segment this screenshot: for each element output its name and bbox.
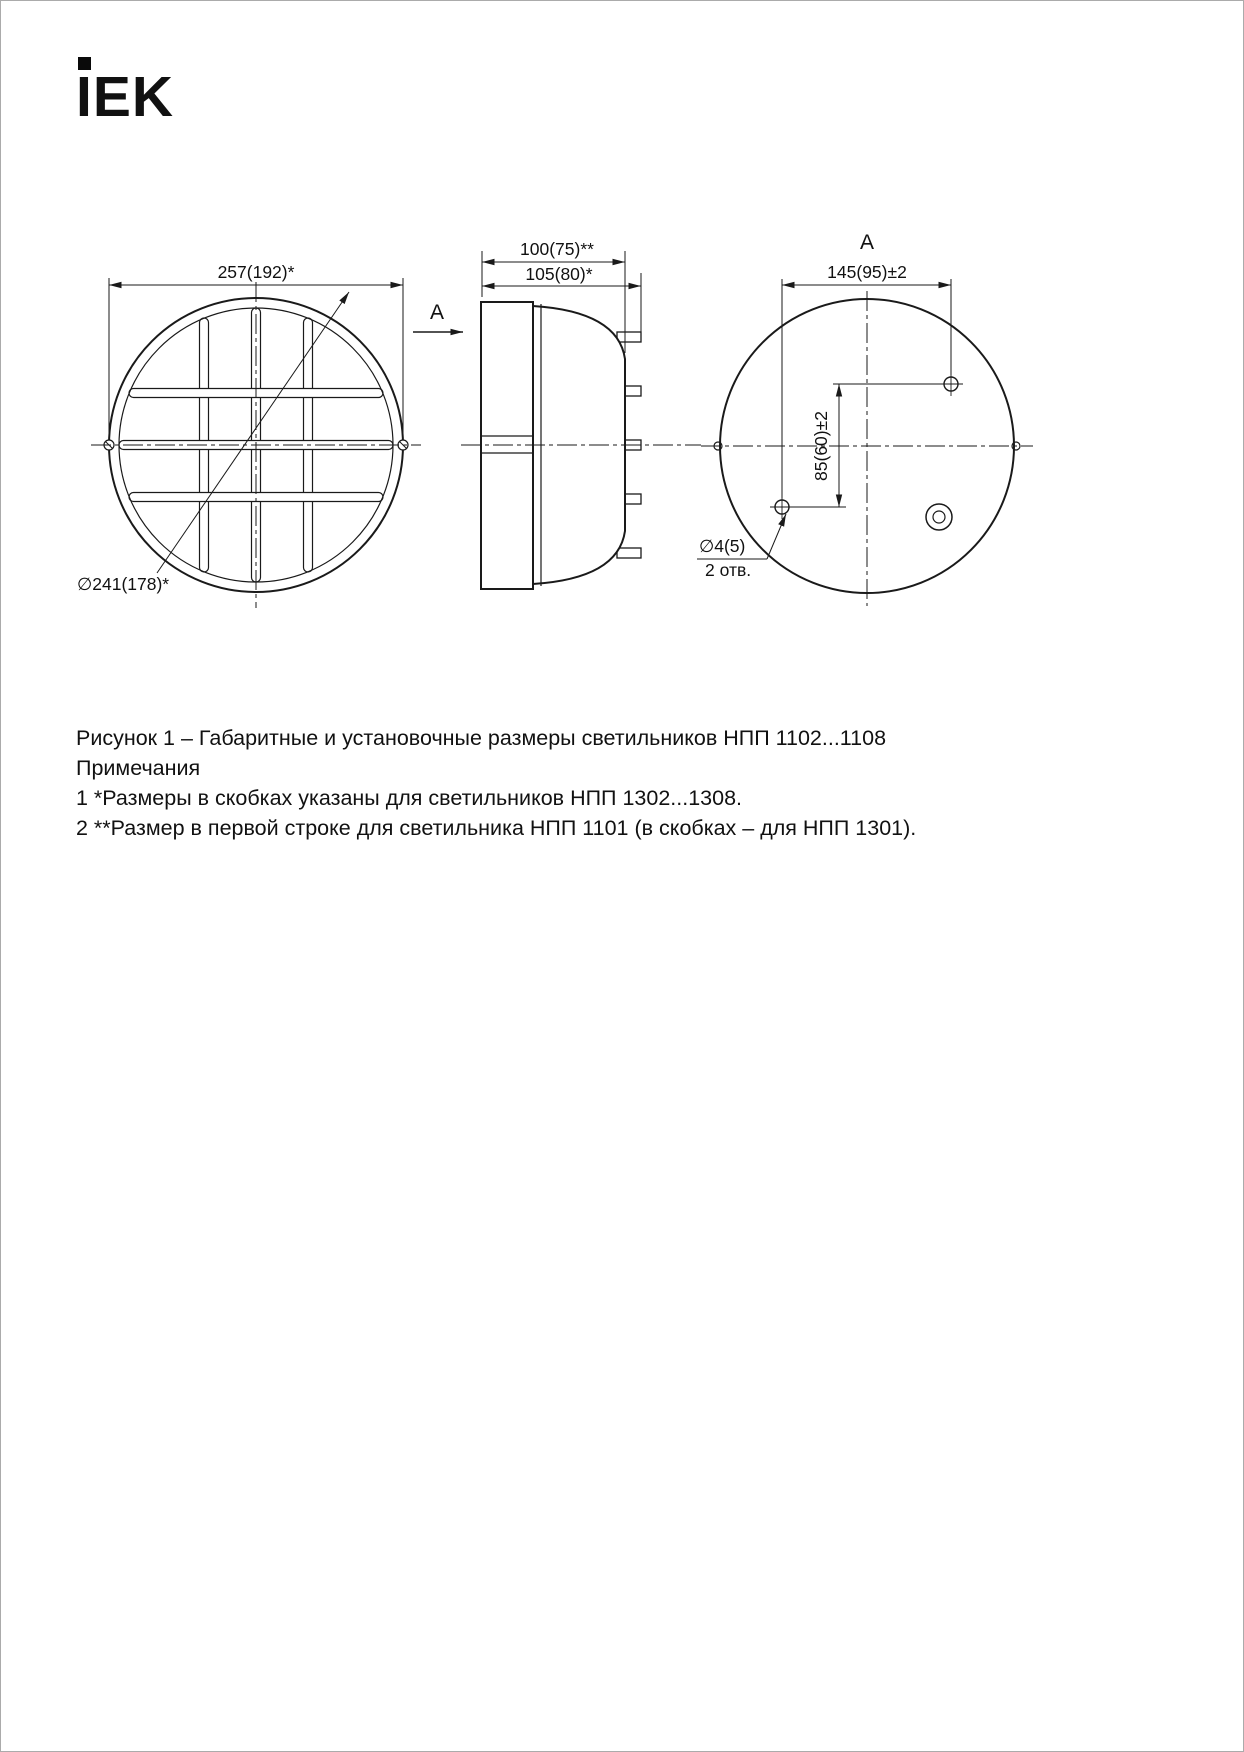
hole-count-label: 2 отв. xyxy=(705,560,752,580)
figure-caption: Рисунок 1 – Габаритные и установочные размеры светильников НПП 1102...1108 xyxy=(76,726,887,750)
diffuser-profile xyxy=(533,306,625,584)
front-width-dimension: 257(192)* xyxy=(217,262,295,282)
brand-logo-text: IEK xyxy=(76,65,175,129)
iek-logo xyxy=(76,57,174,129)
grille-tab xyxy=(617,332,641,342)
cable-entry-inner xyxy=(933,511,945,523)
cable-entry-outer xyxy=(926,504,952,530)
depth-dimension-line2: 105(80)* xyxy=(525,264,593,284)
side-view xyxy=(461,239,701,589)
technical-drawing xyxy=(1,1,1244,1752)
rear-view xyxy=(697,231,1033,606)
leader-line xyxy=(767,514,786,559)
notes-title: Примечания xyxy=(76,756,201,780)
note-2: 2 **Размер в первой строке для светильника НПП 1101 (в скобках – для НПП 1301). xyxy=(76,816,917,840)
section-label: А xyxy=(429,301,445,324)
hole-diameter-label: ∅4(5) xyxy=(699,536,746,556)
grille-tab xyxy=(617,548,641,558)
section-marker xyxy=(413,301,463,332)
front-view xyxy=(77,262,421,608)
view-a-label: А xyxy=(859,231,875,254)
caption-block xyxy=(76,723,1176,843)
mount-width-dimension: 145(95)±2 xyxy=(827,262,907,282)
glass-diameter-label: ∅241(178)* xyxy=(77,574,170,594)
depth-dimension-line1: 100(75)** xyxy=(520,239,594,259)
mount-height-dimension: 85(60)±2 xyxy=(811,411,831,481)
note-1: 1 *Размеры в скобках указаны для светильников НПП 1302...1308. xyxy=(76,786,743,810)
